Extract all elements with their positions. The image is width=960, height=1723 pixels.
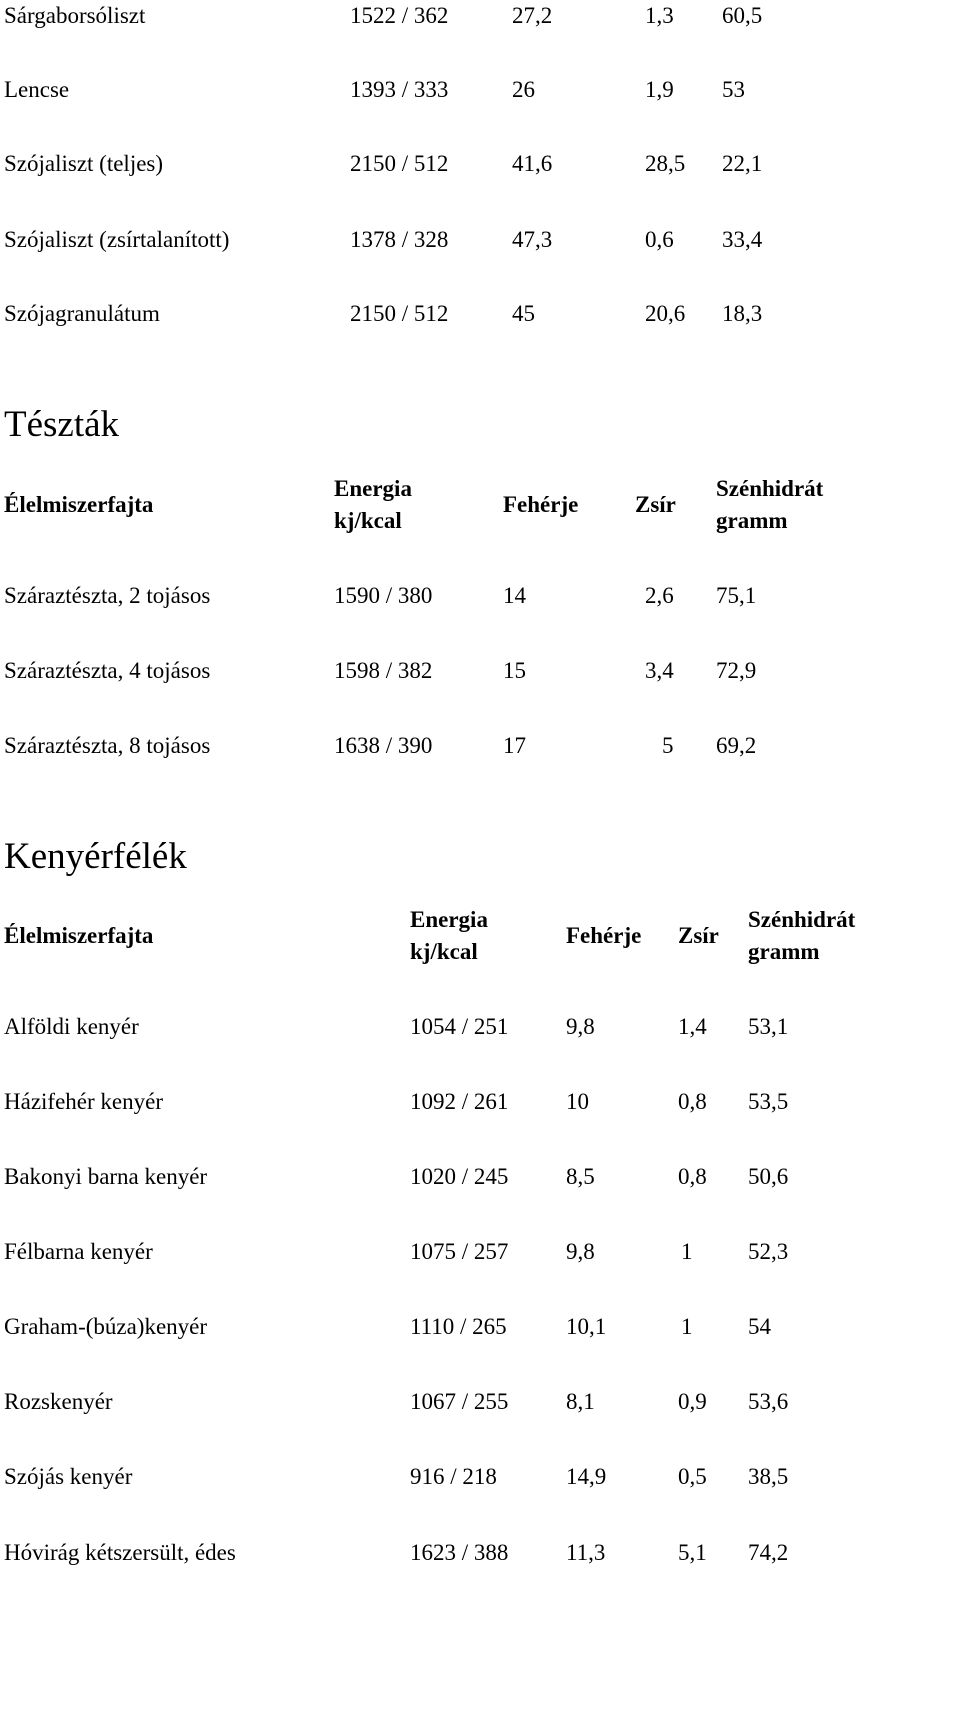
header-energy: [410, 904, 488, 968]
protein-value: 14,9: [566, 1464, 607, 1489]
header-carb-line1: Szénhidrát: [748, 907, 856, 932]
fat-value: 2,6: [645, 583, 674, 608]
fat-value: 0,8: [678, 1164, 707, 1189]
header-energy-line2: kj/kcal: [410, 939, 478, 964]
food-name: Hóvirág kétszersült, édes: [4, 1540, 236, 1565]
header-energy-line1: Energia: [334, 476, 412, 501]
header-protein: Fehérje: [566, 923, 642, 948]
carb-value: 72,9: [716, 658, 757, 683]
header-fat: Zsír: [635, 492, 676, 517]
carb-value: 52,3: [748, 1239, 789, 1264]
header-food-type: Élelmiszerfajta: [4, 492, 154, 517]
food-name: Sárgaborsóliszt: [4, 3, 146, 28]
carb-value: 50,6: [748, 1164, 789, 1189]
fat-value: 3,4: [645, 658, 674, 683]
fat-value: 28,5: [645, 151, 686, 176]
header-carb-line2: gramm: [716, 508, 788, 533]
fat-value: 20,6: [645, 301, 686, 326]
protein-value: 27,2: [512, 3, 553, 28]
protein-value: 15: [503, 658, 526, 683]
protein-value: 9,8: [566, 1014, 595, 1039]
carb-value: 38,5: [748, 1464, 789, 1489]
energy-value: 1378 / 328: [350, 227, 449, 252]
header-fat: Zsír: [678, 923, 719, 948]
protein-value: 45: [512, 301, 535, 326]
header-food-type: Élelmiszerfajta: [4, 923, 154, 948]
fat-value: 1: [681, 1239, 693, 1264]
header-carb: [748, 904, 855, 968]
energy-value: 1075 / 257: [410, 1239, 509, 1264]
food-name: Szójás kenyér: [4, 1464, 133, 1489]
protein-value: 8,1: [566, 1389, 595, 1414]
energy-value: 1522 / 362: [350, 3, 449, 28]
section-title: Kenyérfélék: [4, 836, 187, 877]
carb-value: 53,6: [748, 1389, 789, 1414]
food-name: Félbarna kenyér: [4, 1239, 153, 1264]
carb-value: 33,4: [722, 227, 763, 252]
header-protein: Fehérje: [503, 492, 579, 517]
carb-value: 60,5: [722, 3, 763, 28]
food-name: Szójagranulátum: [4, 301, 160, 326]
energy-value: 1110 / 265: [410, 1314, 507, 1339]
food-name: Száraztészta, 8 tojásos: [4, 733, 211, 758]
section-title: Tészták: [4, 404, 120, 445]
food-name: Szójaliszt (zsírtalanított): [4, 227, 230, 252]
fat-value: 0,9: [678, 1389, 707, 1414]
carb-value: 54: [748, 1314, 771, 1339]
carb-value: 69,2: [716, 733, 757, 758]
carb-value: 53,1: [748, 1014, 789, 1039]
fat-value: 5,1: [678, 1540, 707, 1565]
energy-value: 1054 / 251: [410, 1014, 509, 1039]
energy-value: 2150 / 512: [350, 151, 449, 176]
protein-value: 41,6: [512, 151, 553, 176]
food-name: Száraztészta, 4 tojásos: [4, 658, 211, 683]
fat-value: 0,6: [645, 227, 674, 252]
protein-value: 10,1: [566, 1314, 607, 1339]
protein-value: 17: [503, 733, 526, 758]
protein-value: 26: [512, 77, 535, 102]
protein-value: 9,8: [566, 1239, 595, 1264]
food-name: Rozskenyér: [4, 1389, 113, 1414]
food-name: Lencse: [4, 77, 70, 102]
header-energy-line1: Energia: [410, 907, 488, 932]
fat-value: 1: [681, 1314, 693, 1339]
header-carb-line1: Szénhidrát: [716, 476, 824, 501]
energy-value: 1590 / 380: [334, 583, 433, 608]
fat-value: 5: [662, 733, 674, 758]
food-name: Bakonyi barna kenyér: [4, 1164, 208, 1189]
carb-value: 75,1: [716, 583, 757, 608]
carb-value: 53,5: [748, 1089, 789, 1114]
food-name: Alföldi kenyér: [4, 1014, 139, 1039]
protein-value: 10: [566, 1089, 589, 1114]
protein-value: 11,3: [566, 1540, 606, 1565]
header-carb: [716, 473, 823, 537]
protein-value: 14: [503, 583, 526, 608]
energy-value: 1638 / 390: [334, 733, 433, 758]
carb-value: 22,1: [722, 151, 763, 176]
header-energy: [334, 473, 412, 537]
header-carb-line2: gramm: [748, 939, 820, 964]
fat-value: 1,9: [645, 77, 674, 102]
carb-value: 53: [722, 77, 745, 102]
protein-value: 47,3: [512, 227, 553, 252]
food-name: Száraztészta, 2 tojásos: [4, 583, 211, 608]
energy-value: 1598 / 382: [334, 658, 433, 683]
energy-value: 2150 / 512: [350, 301, 449, 326]
energy-value: 1393 / 333: [350, 77, 449, 102]
energy-value: 1020 / 245: [410, 1164, 509, 1189]
fat-value: 0,5: [678, 1464, 707, 1489]
food-name: Graham-(búza)kenyér: [4, 1314, 208, 1339]
food-name: Házifehér kenyér: [4, 1089, 163, 1114]
fat-value: 0,8: [678, 1089, 707, 1114]
carb-value: 18,3: [722, 301, 763, 326]
energy-value: 1092 / 261: [410, 1089, 509, 1114]
food-name: Szójaliszt (teljes): [4, 151, 164, 176]
fat-value: 1,4: [678, 1014, 707, 1039]
carb-value: 74,2: [748, 1540, 789, 1565]
energy-value: 1623 / 388: [410, 1540, 509, 1565]
energy-value: 916 / 218: [410, 1464, 497, 1489]
protein-value: 8,5: [566, 1164, 595, 1189]
header-energy-line2: kj/kcal: [334, 508, 402, 533]
fat-value: 1,3: [645, 3, 674, 28]
energy-value: 1067 / 255: [410, 1389, 509, 1414]
